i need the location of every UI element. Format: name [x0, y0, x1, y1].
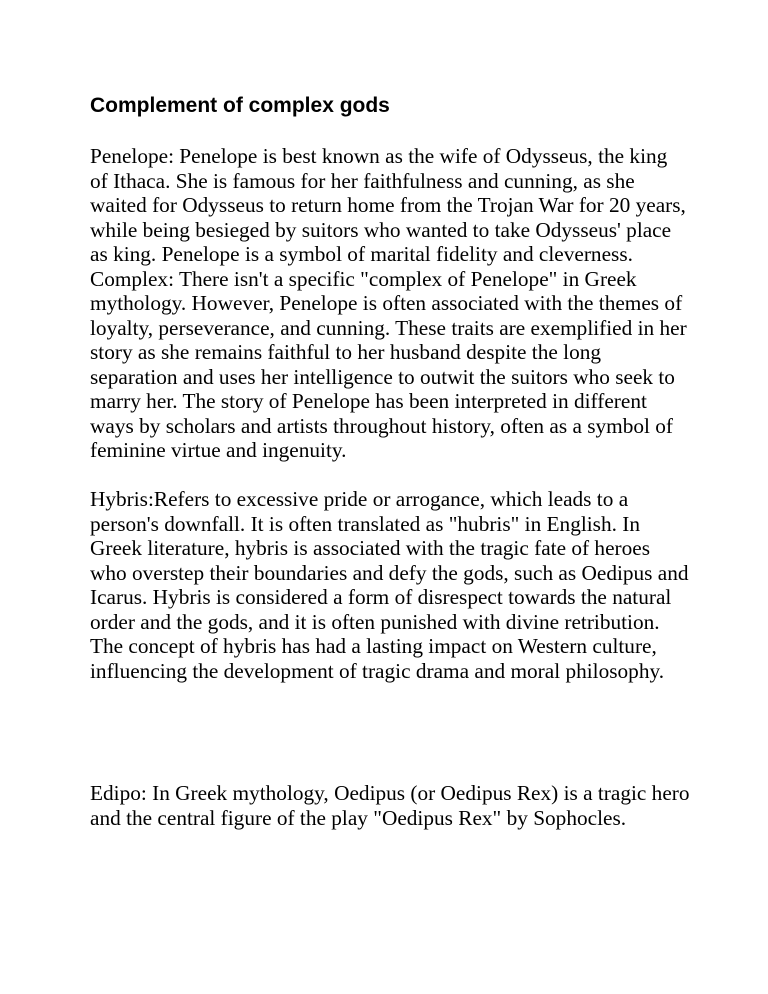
document-title: Complement of complex gods [90, 94, 390, 117]
paragraph-spacer-large [90, 683, 690, 781]
paragraph-spacer [90, 463, 690, 488]
paragraph-edipo: Edipo: In Greek mythology, Oedipus (or Oedipus Rex) is a tragic hero and the central figure of the play "Oedipus Rex" by Sophocles. [90, 781, 690, 830]
document-page [90, 92, 690, 830]
paragraph-penelope: Penelope: Penelope is best known as the wife of Odysseus, the king of Ithaca. She is famous for her faithfulness and cunning, as she waited for Odysseus to return home from the Trojan War for 20 years, while being besieged by suitors who wanted to take Odysseus' place as king. Penelope is a symbol of marital fidelity and cleverness. [90, 144, 686, 266]
paragraph-complex: Complex: There isn't a specific "complex of Penelope" in Greek mythology. However, Penelope is often associated with the themes of loyalty, perseverance, and cunning. These traits are exemplified in her story as she remains faithful to her husband despite the long separation and uses her intelligence to outwit the suitors who seek to marry her. The story of Penelope has been interpreted in different ways by scholars and artists throughout history, often as a symbol of feminine virtue and ingenuity. [90, 266, 687, 462]
paragraph-hybris: Hybris:Refers to excessive pride or arrogance, which leads to a person's downfall. It is often translated as "hubris" in English. In Greek literature, hybris is associated with the tragic fate of heroes who overstep their boundaries and defy the gods, such as Oedipus and Icarus. Hybris is considered a form of disrespect towards the natural order and the gods, and it is often punished with divine retribution. The concept of hybris has had a lasting impact on Western culture, influencing the development of tragic drama and moral philosophy. [90, 487, 689, 683]
